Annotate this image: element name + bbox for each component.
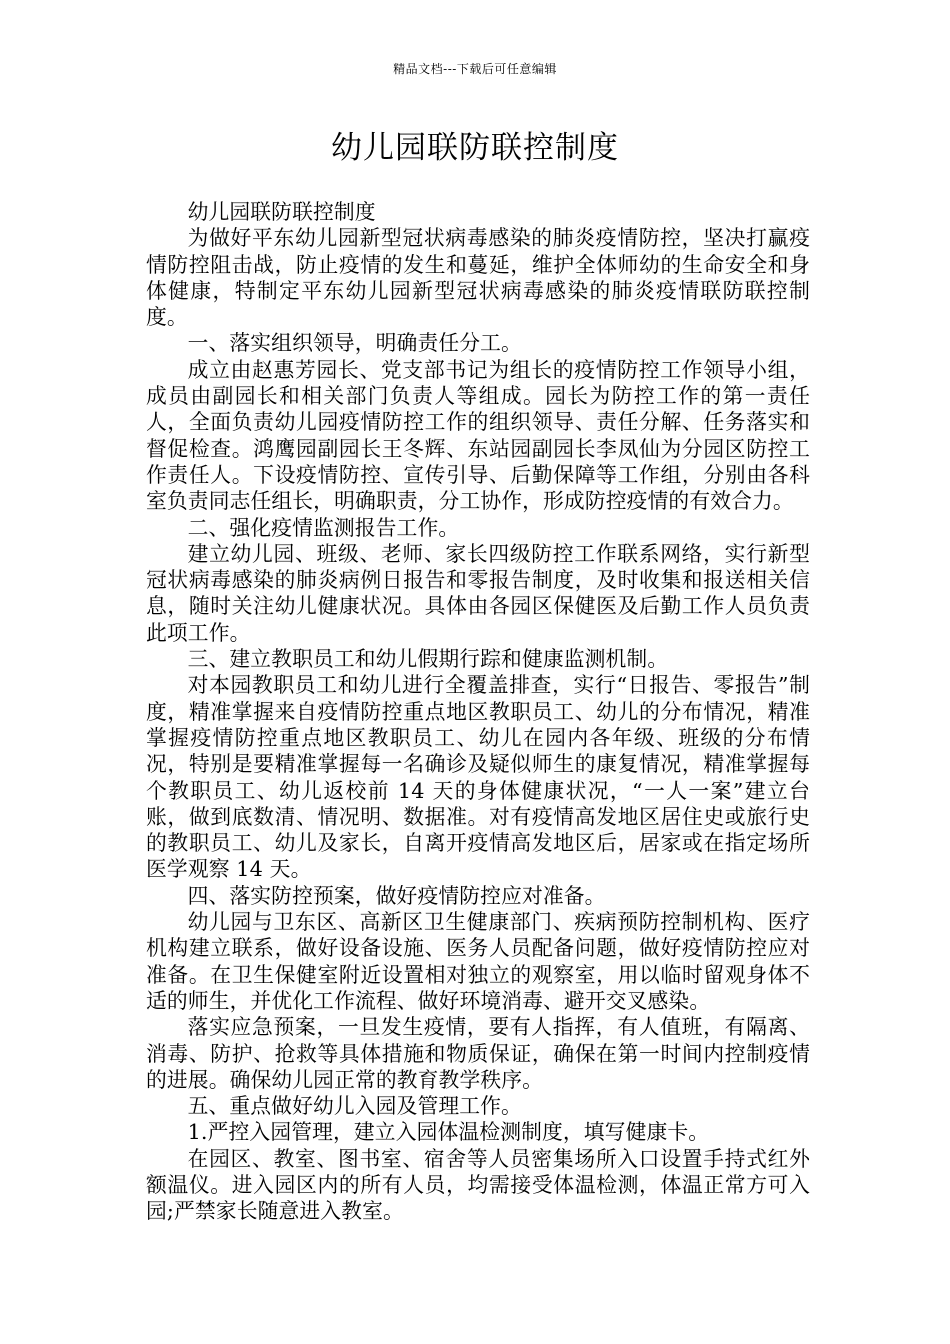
section-heading-1: 一、落实组织领导，明确责任分工。 [187,331,522,356]
body-paragraph: 成立由赵惠芳园长、党支部书记为组长的疫情防控工作领导小组，成员由副园长和相关部门负责人等组成。园长为防控工作的第一责任人，全面负责幼儿园疫情防控工作的组织领导、责任分解、任务落实和督促检查。鸿鹰园副园长王冬辉、东站园副园长李凤仙为分园区防控工作责任人。下设疫情防控、宣传引导、后勤保障等工作组，分别由各科室负责同志任组长，明确职责，分工协作，形成防控疫情的有效合力。 [146,357,810,514]
body-paragraph: 幼儿园与卫东区、高新区卫生健康部门、疾病预防控制机构、医疗机构建立联系，做好设备设施、医务人员配备问题，做好疫情防控应对准备。在卫生保健室附近设置相对独立的观察室，用以临时留观身体不适的师生，并优化工作流程、做好环境消毒、避开交叉感染。 [146,910,810,1013]
document-body [146,199,810,1225]
numbered-item-1: 1.严控入园管理，建立入园体温检测制度，填写健康卡。 [187,1120,710,1145]
body-paragraph: 落实应急预案，一旦发生疫情，要有人指挥，有人值班，有隔离、消毒、防护、抢救等具体措施和物质保证，确保在第一时间内控制疫情的进展。确保幼儿园正常的教育教学秩序。 [146,1015,810,1092]
section-heading-4: 四、落实防控预案，做好疫情防控应对准备。 [187,883,606,908]
section-heading-5: 五、重点做好幼儿入园及管理工作。 [187,1094,522,1119]
body-paragraph-heading: 幼儿园联防联控制度 [187,200,376,224]
section-heading-3: 三、建立教职员工和幼儿假期行踪和健康监测机制。 [187,647,669,672]
page-header-note: 精品文档---下载后可任意编辑 [393,62,557,76]
body-paragraph: 建立幼儿园、班级、老师、家长四级防控工作联系网络，实行新型冠状病毒感染的肺炎病例日报告和零报告制度，及时收集和报送相关信息，随时关注幼儿健康状况。具体由各园区保健医及后勤工作人员负责此项工作。 [146,541,810,645]
body-paragraph-intro: 为做好平东幼儿园新型冠状病毒感染的肺炎疫情防控，坚决打赢疫情防控阻击战，防止疫情的发生和蔓延，维护全体师幼的生命安全和身体健康，特制定平东幼儿园新型冠状病毒感染的肺炎疫情联防联控制度。 [146,226,810,330]
body-paragraph: 对本园教职员工和幼儿进行全覆盖排查，实行“日报告、零报告”制度，精准掌握来自疫情防控重点地区教职员工、幼儿的分布情况，精准掌握疫情防控重点地区教职员工、幼儿在园内各年级、班级的分布情况，特别是要精准掌握每一名确诊及疑似师生的康复情况，精准掌握每个教职员工、幼儿返校前 14 天的身体健康状况，“一人一案”建立台账，做到底数清、情况明、数据准。对有疫情高发地区居住史或旅行史的教职员工、幼儿及家长，自离开疫情高发地区后，居家或在指定场所医学观察 14 天。 [146,673,810,882]
document-title: 幼儿园联防联控制度 [331,130,619,166]
body-paragraph: 在园区、教室、图书室、宿舍等人员密集场所入口设置手持式红外额温仪。进入园区内的所有人员，均需接受体温检测，体温正常方可入园;严禁家长随意进入教室。 [146,1146,810,1224]
section-heading-2: 二、强化疫情监测报告工作。 [187,515,460,540]
